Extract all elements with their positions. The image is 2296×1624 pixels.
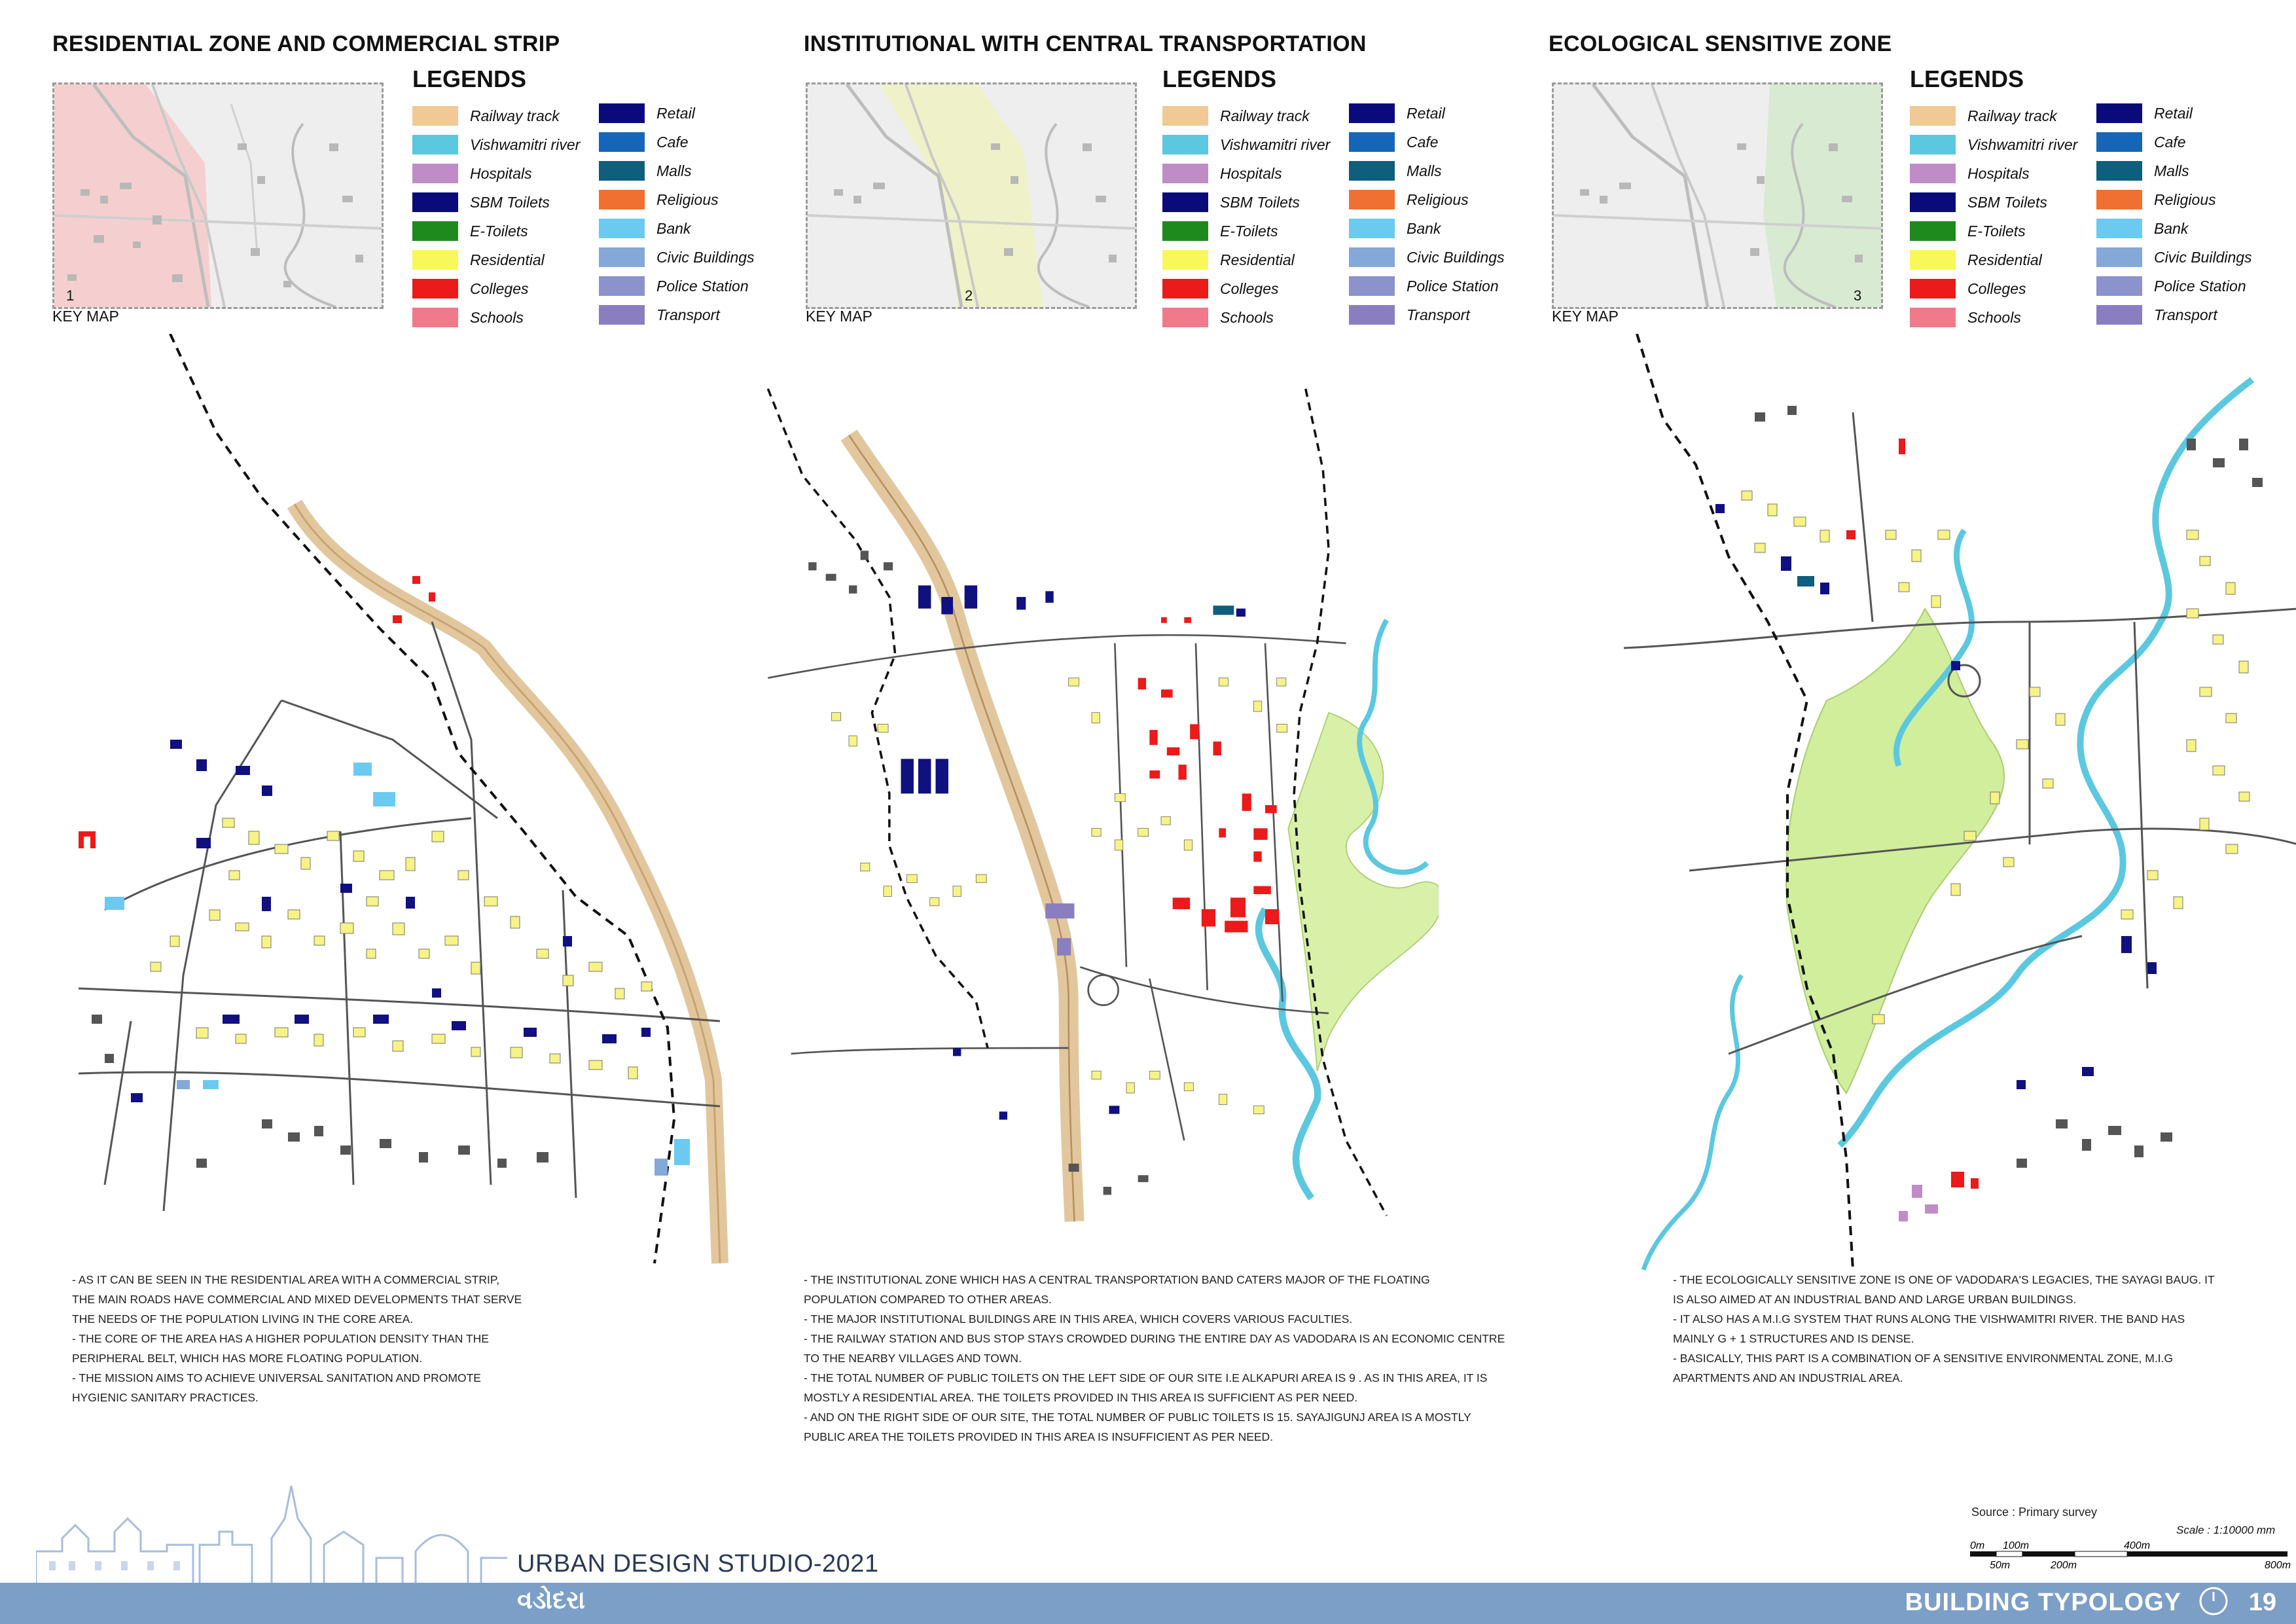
panel-ecological — [1549, 0, 2288, 1460]
legend-swatch-malls — [599, 161, 645, 181]
legend-swatch-residential — [1162, 250, 1208, 270]
panel-title: INSTITUTIONAL WITH CENTRAL TRANSPORTATION — [804, 31, 1367, 56]
legend-swatch-etoilets — [1910, 221, 1956, 241]
legend-swatch-malls — [1349, 161, 1395, 181]
legend-label: Bank — [1407, 219, 1441, 237]
legend-item — [599, 300, 782, 329]
panel-title: RESIDENTIAL ZONE AND COMMERCIAL STRIP — [52, 31, 560, 56]
legend-item — [599, 185, 782, 214]
legend-column-left — [1910, 101, 2093, 332]
legend-swatch-colleges — [1162, 279, 1208, 298]
legend-label: E-Toilets — [1220, 222, 1278, 240]
legend-swatch-civic — [599, 247, 645, 267]
key-map-graphic — [1554, 84, 1881, 307]
note-line: - AND ON THE RIGHT SIDE OF OUR SITE, THE TOTAL NUMBER OF PUBLIC TOILETS IS 15. SAYAJIGUNJ AREA IS A MOSTLY — [804, 1411, 1471, 1424]
note-line: - AS IT CAN BE SEEN IN THE RESIDENTIAL AREA WITH A COMMERCIAL STRIP, — [72, 1273, 500, 1286]
key-map — [52, 82, 384, 309]
legend-label: Civic Buildings — [1407, 248, 1505, 266]
legend-item — [1349, 185, 1532, 214]
legend-label: Malls — [1407, 162, 1442, 179]
note-line: THE MAIN ROADS HAVE COMMERCIAL AND MIXED DEVELOPMENTS THAT SERVE — [72, 1293, 522, 1306]
legend-label: Police Station — [1407, 277, 1499, 295]
clock-icon — [2198, 1585, 2229, 1617]
scale-tick-label: 400m — [2124, 1540, 2151, 1551]
scale-tick-label: 0m — [1970, 1540, 1985, 1551]
key-map — [806, 82, 1137, 309]
legend-item — [1349, 272, 1532, 300]
zone-map-institutional — [745, 334, 1439, 1276]
panel-notes — [72, 1270, 522, 1407]
panel-notes — [1673, 1270, 2215, 1388]
key-map-graphic — [54, 84, 382, 307]
legend-swatch-hospitals — [1162, 164, 1208, 183]
key-map-number: 1 — [66, 287, 75, 304]
legend-swatch-religious — [599, 190, 645, 209]
legend-label: Civic Buildings — [656, 248, 755, 266]
legend-label: Malls — [2154, 162, 2189, 179]
legend-swatch-colleges — [1910, 279, 1956, 298]
legend-item — [2096, 128, 2280, 156]
city-name: વડોદરા — [517, 1587, 586, 1614]
legend-label: Religious — [656, 190, 719, 208]
legend-label: Transport — [656, 306, 720, 323]
legend-item — [599, 243, 782, 272]
legend-column-left — [412, 101, 596, 332]
legend-swatch-residential — [412, 250, 458, 270]
legend-item — [1910, 274, 2093, 303]
legend-item — [412, 303, 596, 332]
legend-label: Railway track — [1967, 107, 2057, 124]
legend-swatch-hospitals — [1910, 164, 1956, 183]
legend-column-right — [599, 99, 782, 329]
legend-item — [1162, 274, 1346, 303]
river-channel — [1643, 975, 1742, 1270]
legend-label: Colleges — [1967, 280, 2026, 297]
sheet-title: BUILDING TYPOLOGY — [1905, 1589, 2181, 1616]
legend-swatch-police — [2096, 276, 2142, 296]
legend-item — [1162, 245, 1346, 274]
scale-label: Scale : 1:10000 mm — [2176, 1524, 2276, 1536]
scale-tick-label: 200m — [2051, 1560, 2077, 1571]
legend-item — [412, 159, 596, 188]
legend-item — [1162, 303, 1346, 332]
legend-column-left — [1162, 101, 1346, 332]
legend-label: Religious — [2154, 190, 2216, 208]
note-line: PERIPHERAL BELT, WHICH HAS MORE FLOATING POPULATION. — [72, 1352, 423, 1365]
legend-label: Retail — [2154, 104, 2193, 122]
legend-swatch-police — [1349, 276, 1395, 296]
key-map-label: KEY MAP — [806, 308, 872, 325]
legend-label: Schools — [1967, 308, 2021, 326]
key-map-label: KEY MAP — [52, 308, 119, 325]
legend-item — [1349, 156, 1532, 185]
legend-swatch-religious — [1349, 190, 1395, 209]
note-line: - BASICALLY, THIS PART IS A COMBINATION OF A SENSITIVE ENVIRONMENTAL ZONE, M.I.G — [1673, 1352, 2174, 1365]
key-map-graphic — [808, 84, 1135, 307]
legend-item — [1349, 243, 1532, 272]
legend-swatch-cafe — [1349, 132, 1395, 152]
legend — [1910, 101, 2276, 324]
legend-label: Railway track — [470, 107, 560, 124]
legend-item — [1349, 99, 1532, 128]
legend-label: Transport — [2154, 306, 2217, 323]
legend-label: Hospitals — [1967, 164, 2030, 182]
mall-building — [1213, 605, 1234, 615]
source-text: Source : Primary survey — [1971, 1506, 2098, 1519]
legend-swatch-railway — [412, 106, 458, 126]
legend-swatch-residential — [1910, 250, 1956, 270]
legend-label: Police Station — [2154, 277, 2246, 295]
railway-track — [295, 504, 720, 1263]
note-line: POPULATION COMPARED TO OTHER AREAS. — [804, 1293, 1052, 1306]
note-line: MOSTLY A RESIDENTIAL AREA. THE TOILETS PROVIDED IN THIS AREA IS SUFFICIENT AS PER NEED. — [804, 1391, 1358, 1404]
college-buildings — [79, 576, 435, 848]
legend-swatch-sbm — [1162, 192, 1208, 212]
panel-title: ECOLOGICAL SENSITIVE ZONE — [1549, 31, 1892, 56]
legend — [1162, 101, 1529, 324]
road-network — [79, 622, 720, 1211]
note-line: PUBLIC AREA THE TOILETS PROVIDED IN THIS AREA IS INSUFFICIENT AS PER NEED. — [804, 1430, 1274, 1443]
legend-item — [1910, 245, 2093, 274]
page-number: 19 — [2248, 1589, 2276, 1616]
legend-item — [2096, 156, 2280, 185]
legend-item — [1349, 300, 1532, 329]
legend-item — [1910, 159, 2093, 188]
panel-residential — [52, 0, 805, 1460]
legend-label: Hospitals — [1220, 164, 1282, 182]
scale-tick-label: 100m — [2003, 1540, 2030, 1551]
legend-swatch-malls — [2096, 161, 2142, 181]
note-line: TO THE NEARBY VILLAGES AND TOWN. — [804, 1352, 1022, 1365]
note-line: - THE CORE OF THE AREA HAS A HIGHER POPULATION DENSITY THAN THE — [72, 1332, 489, 1345]
legend-swatch-religious — [2096, 190, 2142, 209]
legend-swatch-transport — [599, 305, 645, 325]
legend-swatch-retail — [599, 103, 645, 123]
legend-column-right — [2096, 99, 2280, 329]
studio-title: URBAN DESIGN STUDIO-2021 — [517, 1550, 879, 1578]
legend-swatch-river — [1910, 135, 1956, 154]
note-line: MAINLY G + 1 STRUCTURES AND IS DENSE. — [1673, 1332, 1914, 1345]
legend-item — [1162, 188, 1346, 217]
key-map-highlight — [1763, 84, 1881, 307]
legend-label: Colleges — [470, 280, 529, 297]
legend-label: Retail — [1407, 104, 1445, 122]
legend-label: Schools — [1220, 308, 1274, 326]
legend-item — [2096, 214, 2280, 243]
legend-item — [412, 217, 596, 245]
mall-building — [1797, 576, 1814, 586]
legend-label: E-Toilets — [1967, 222, 2026, 240]
legend-label: Bank — [2154, 219, 2189, 237]
legend-label: Civic Buildings — [2154, 248, 2252, 266]
key-map-number: 2 — [965, 287, 973, 304]
legend-item — [1910, 101, 2093, 130]
legend-label: SBM Toilets — [1220, 193, 1300, 211]
college-buildings — [1138, 617, 1280, 932]
legend-label: SBM Toilets — [470, 193, 550, 211]
legend-swatch-sbm — [1910, 192, 1956, 212]
legend-item — [2096, 99, 2280, 128]
legend-item — [412, 101, 596, 130]
legend-label: Hospitals — [470, 164, 532, 182]
statue-outline — [272, 1486, 311, 1584]
legend-label: Transport — [1407, 306, 1470, 323]
legend-item — [1162, 217, 1346, 245]
legend-swatch-cafe — [599, 132, 645, 152]
legend-swatch-bank — [1349, 219, 1395, 238]
legend-column-right — [1349, 99, 1532, 329]
legend-label: Railway track — [1220, 107, 1310, 124]
legend-swatch-hospitals — [412, 164, 458, 183]
legend-item — [2096, 243, 2280, 272]
legend-swatch-civic — [1349, 247, 1395, 267]
note-line: - THE TOTAL NUMBER OF PUBLIC TOILETS ON THE LEFT SIDE OF OUR SITE I.E ALKAPURI AREA IS 9 . AS IN THIS AREA, IT IS — [804, 1371, 1488, 1384]
hospital-buildings — [1899, 1185, 1938, 1221]
legend-item — [2096, 300, 2280, 329]
legend-item — [1349, 128, 1532, 156]
zone-map-ecological — [1614, 334, 2296, 1276]
legend-item — [1162, 101, 1346, 130]
legend-item — [2096, 272, 2280, 300]
legend-swatch-bank — [2096, 219, 2142, 238]
legend-title: LEGENDS — [412, 65, 527, 92]
railway-track — [849, 435, 1075, 1221]
legend-label: Retail — [656, 104, 695, 122]
scale-bar — [1967, 1540, 2294, 1572]
legend-label: SBM Toilets — [1967, 193, 2047, 211]
legend-item — [1162, 159, 1346, 188]
legend-swatch-retail — [2096, 103, 2142, 123]
legend-item — [412, 274, 596, 303]
legend-swatch-bank — [599, 219, 645, 238]
note-line: APARTMENTS AND AN INDUSTRIAL AREA. — [1673, 1371, 1903, 1384]
key-map — [1552, 82, 1883, 309]
legend-swatch-river — [1162, 135, 1208, 154]
note-line: - THE MISSION AIMS TO ACHIEVE UNIVERSAL SANITATION AND PROMOTE — [72, 1371, 481, 1384]
legend-item — [1910, 188, 2093, 217]
legend-swatch-police — [599, 276, 645, 296]
legend-label: Residential — [1220, 251, 1295, 268]
legend-label: Schools — [470, 308, 524, 326]
legend-swatch-sbm — [412, 192, 458, 212]
legend-label: Bank — [656, 219, 691, 237]
legend-label: Cafe — [1407, 133, 1439, 151]
legend-label: Residential — [1967, 251, 2042, 268]
legend-swatch-schools — [1910, 308, 1956, 327]
legend-item — [599, 272, 782, 300]
scale-tick-label: 800m — [2265, 1560, 2291, 1571]
legend-item — [412, 130, 596, 159]
legend-swatch-railway — [1910, 106, 1956, 126]
legend-label: Cafe — [656, 133, 689, 151]
legend — [412, 101, 779, 324]
legend-label: Cafe — [2154, 133, 2186, 151]
note-line: - THE MAJOR INSTITUTIONAL BUILDINGS ARE IN THIS AREA, WHICH COVERS VARIOUS FACULTIES. — [804, 1312, 1353, 1326]
legend-item — [1910, 303, 2093, 332]
legend-swatch-retail — [1349, 103, 1395, 123]
legend-swatch-schools — [412, 308, 458, 327]
legend-label: Vishwamitri river — [1967, 135, 2078, 153]
legend-swatch-cafe — [2096, 132, 2142, 152]
legend-item — [1162, 130, 1346, 159]
panel-institutional — [804, 0, 1556, 1460]
city-skyline-illustration — [36, 1479, 507, 1584]
scale-tick-label: 50m — [1990, 1560, 2011, 1571]
legend-item — [1910, 130, 2093, 159]
legend-swatch-etoilets — [412, 221, 458, 241]
note-line: HYGIENIC SANITARY PRACTICES. — [72, 1391, 259, 1404]
legend-label: Vishwamitri river — [470, 135, 581, 153]
legend-swatch-etoilets — [1162, 221, 1208, 241]
legend-swatch-railway — [1162, 106, 1208, 126]
legend-swatch-transport — [1349, 305, 1395, 325]
legend-swatch-civic — [2096, 247, 2142, 267]
residential-buildings — [151, 818, 652, 1079]
note-line: - IT ALSO HAS A M.I.G SYSTEM THAT RUNS ALONG THE VISHWAMITRI RIVER. THE BAND HAS — [1673, 1312, 2185, 1326]
legend-label: Malls — [656, 162, 692, 179]
note-line: - THE ECOLOGICALLY SENSITIVE ZONE IS ONE OF VADODARA'S LEGACIES, THE SAYAGI BAUG. IT — [1673, 1273, 2215, 1286]
legend-item — [412, 245, 596, 274]
panel-notes — [804, 1270, 1505, 1447]
legend-swatch-schools — [1162, 308, 1208, 327]
legend-label: Vishwamitri river — [1220, 135, 1331, 153]
note-line: THE NEEDS OF THE POPULATION LIVING IN THE CORE AREA. — [72, 1312, 414, 1326]
legend-title: LEGENDS — [1910, 65, 2024, 92]
legend-label: Colleges — [1220, 280, 1279, 297]
legend-item — [1349, 214, 1532, 243]
legend-item — [2096, 185, 2280, 214]
legend-label: Police Station — [656, 277, 749, 295]
legend-title: LEGENDS — [1162, 65, 1277, 92]
key-map-label: KEY MAP — [1552, 308, 1619, 325]
legend-swatch-colleges — [412, 279, 458, 298]
legend-swatch-transport — [2096, 305, 2142, 325]
key-map-number: 3 — [1854, 287, 1862, 304]
legend-item — [412, 188, 596, 217]
note-line: - THE INSTITUTIONAL ZONE WHICH HAS A CENTRAL TRANSPORTATION BAND CATERS MAJOR OF THE FLOATING — [804, 1273, 1430, 1286]
legend-label: Residential — [470, 251, 545, 268]
legend-swatch-river — [412, 135, 458, 154]
other-buildings — [808, 550, 1148, 1195]
legend-label: Religious — [1407, 190, 1469, 208]
legend-label: E-Toilets — [470, 222, 528, 240]
note-line: IS ALSO AIMED AT AN INDUSTRIAL BAND AND LARGE URBAN BUILDINGS. — [1673, 1293, 2077, 1306]
legend-item — [1910, 217, 2093, 245]
note-line: - THE RAILWAY STATION AND BUS STOP STAYS CROWDED DURING THE ENTIRE DAY AS VADODARA IS AN ECONOMIC CENTRE — [804, 1332, 1505, 1345]
legend-item — [599, 156, 782, 185]
legend-item — [599, 214, 782, 243]
zone-map-residential — [65, 334, 759, 1276]
legend-item — [599, 99, 782, 128]
legend-item — [599, 128, 782, 156]
